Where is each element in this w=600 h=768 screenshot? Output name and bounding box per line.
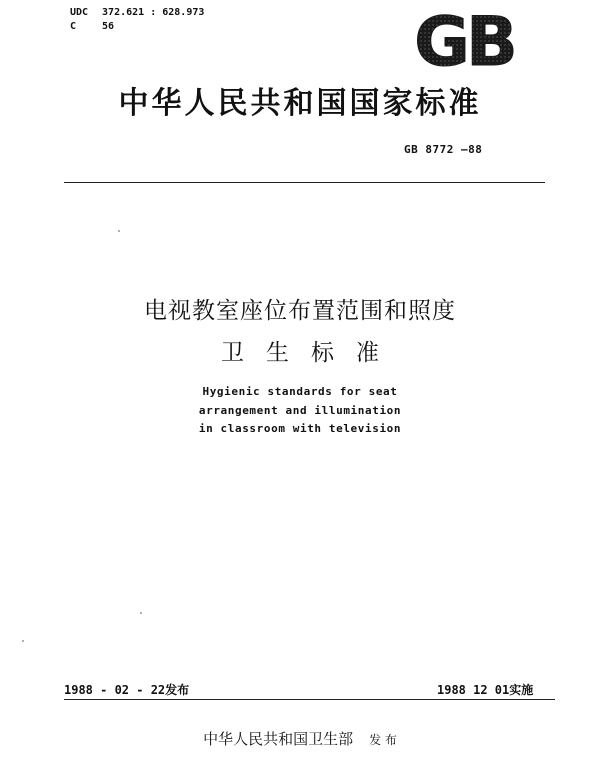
standard-heading: 中华人民共和国国家标准 — [118, 86, 482, 121]
title-en-line-1: Hygienic standards for seat — [202, 385, 398, 398]
scan-speck — [22, 640, 24, 642]
udc-value: 372.621 : 628.973 — [102, 7, 205, 18]
gb-logo — [404, 8, 524, 72]
publisher-action: 发 布 — [369, 733, 397, 747]
scan-speck — [118, 230, 120, 232]
udc-label: UDC — [70, 7, 89, 18]
gb-logo-text: GB — [414, 8, 514, 72]
c-value: 56 — [102, 21, 115, 32]
title-cn-line-1: 电视教室座位布置范围和照度 — [144, 298, 456, 324]
scan-speck — [140, 612, 142, 614]
bottom-divider — [64, 699, 555, 700]
publisher-name: 中华人民共和国卫生部 — [203, 730, 354, 748]
publisher-line — [0, 728, 600, 749]
title-en-line-3: in classroom with television — [198, 422, 402, 435]
top-divider — [64, 182, 545, 183]
classification-codes — [70, 6, 204, 34]
udc-row — [70, 6, 204, 20]
c-row — [70, 20, 204, 34]
title-en-line-2: arrangement and illumination — [198, 404, 402, 417]
title-cn-line-2: 卫生标准 — [221, 340, 401, 366]
standard-number: GB 8772 —88 — [404, 143, 483, 156]
issue-date: 1988 - 02 - 22发布 — [64, 683, 190, 697]
c-label: C — [70, 21, 77, 32]
implementation-date: 1988 12 01实施 — [437, 683, 534, 697]
